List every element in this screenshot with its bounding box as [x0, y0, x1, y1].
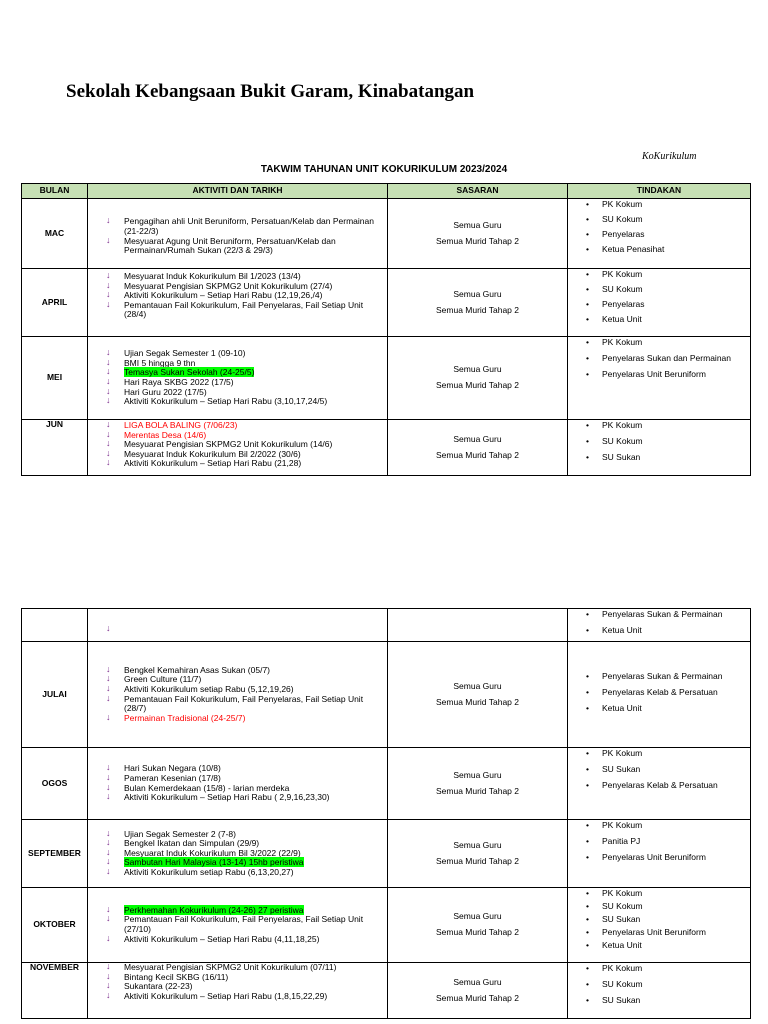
- sasaran-cell: [388, 609, 568, 642]
- tindakan-item: • SU Kokum: [586, 214, 750, 224]
- sasaran-cell: [388, 642, 568, 748]
- tindakan-item: • SU Kokum: [586, 979, 750, 989]
- month-cell: SEPTEMBER: [22, 820, 88, 888]
- sasaran-item: Semua Murid Tahap 2: [435, 927, 519, 937]
- activity-text: Pemantauan Fail Kokurikulum, Fail Penyelaras, Fail Setiap Unit (28/7): [124, 693, 364, 714]
- table-header-row: [22, 184, 751, 199]
- tindakan-item: • SU Kokum: [586, 284, 750, 294]
- sasaran-item: Semua Murid Tahap 2: [435, 235, 519, 246]
- activity-text: Hari Raya SKBG 2022 (17/5): [124, 377, 234, 387]
- month-cell: NOVEMBER: [22, 963, 88, 1019]
- tindakan-item: • Penyelaras Sukan & Permainan: [586, 671, 750, 681]
- tindakan-list: [568, 888, 750, 950]
- tindakan-item: • Panitia PJ: [586, 836, 750, 846]
- activity-text: Aktiviti Kokurikulum setiap Rabu (6,13,20,27): [124, 866, 294, 877]
- activities-cell: [88, 609, 388, 642]
- activity-list: [88, 666, 387, 724]
- month-cell: [22, 609, 88, 642]
- sasaran-item: Semua Murid Tahap 2: [435, 855, 519, 866]
- sasaran-item: Semua Guru: [453, 219, 502, 230]
- calendar-table-page-1: [21, 183, 751, 476]
- table-row: [22, 888, 751, 963]
- document-title: TAKWIM TAHUNAN UNIT KOKURIKULUM 2023/2024: [260, 164, 508, 175]
- activity-text: Permainan Tradisional (24-25/7): [124, 712, 246, 723]
- tindakan-item: • SU Sukan: [586, 764, 750, 774]
- tindakan-cell: [568, 888, 751, 963]
- activity-text: Pengagihan ahli Unit Beruniform, Persatuan/Kelab dan Permainan (21-22/3): [124, 216, 374, 236]
- tindakan-item: • Ketua Unit: [586, 940, 750, 950]
- table-row: [22, 642, 751, 748]
- sasaran-item: Semua Guru: [453, 364, 502, 375]
- activity-list: [88, 421, 387, 469]
- tindakan-item: • PK Kokum: [586, 420, 750, 430]
- activity-text: Bintang Kecil SKBG (16/11): [124, 971, 229, 982]
- sasaran-cell: [388, 337, 568, 420]
- activity-item: [106, 714, 379, 724]
- activity-item: [106, 915, 379, 934]
- sasaran-item: Semua Guru: [453, 769, 502, 780]
- month-cell: OKTOBER: [22, 888, 88, 963]
- sasaran-cell: [388, 420, 568, 476]
- activity-text: Mesyuarat Pengisian SKPMG2 Unit Kokurikulum (07/11): [124, 962, 337, 972]
- calendar-table-page-2: [21, 608, 751, 1019]
- header-bulan: BULAN: [22, 184, 88, 199]
- tindakan-list: [568, 963, 750, 1005]
- month-cell: JULAI: [22, 642, 88, 748]
- activity-text: LIGA BOLA BALING (7/06/23): [124, 420, 238, 430]
- activity-text: Pameran Kesenian (17/8): [124, 772, 221, 783]
- activity-text: Green Culture (11/7): [124, 674, 202, 685]
- sasaran-item: Semua Guru: [453, 433, 502, 444]
- activities-cell: [88, 888, 388, 963]
- tindakan-cell: [568, 609, 751, 642]
- tindakan-item: • PK Kokum: [586, 748, 750, 758]
- school-name: Sekolah Kebangsaan Bukit Garam, Kinabatangan: [66, 81, 475, 102]
- header-aktiviti: AKTIVITI DAN TARIKH: [88, 184, 388, 199]
- activity-text: Aktiviti Kokurikulum – Setiap Hari Rabu (21,28): [124, 458, 302, 469]
- tindakan-item: • Penyelaras Unit Beruniform: [586, 369, 750, 379]
- tindakan-item: • Penyelaras Kelab & Persatuan: [586, 780, 750, 790]
- activity-text: Aktiviti Kokurikulum setiap Rabu (5,12,19,26): [124, 683, 294, 694]
- header-tindakan: TINDAKAN: [568, 184, 751, 199]
- activity-list: [88, 830, 387, 878]
- activities-cell: [88, 420, 388, 476]
- tindakan-cell: [568, 269, 751, 337]
- activity-text: Aktiviti Kokurikulum – Setiap Hari Rabu (12,19,26,/4): [124, 290, 323, 301]
- document-tag: KoKurikulum: [642, 151, 697, 162]
- tindakan-list: [568, 199, 750, 254]
- table-row: [22, 337, 751, 420]
- activity-item: [106, 793, 379, 803]
- tindakan-item: • Penyelaras Unit Beruniform: [586, 852, 750, 862]
- activity-text: Mesyuarat Induk Kokurikulum Bil 3/2022 (22/9): [124, 847, 301, 858]
- tindakan-item: • Penyelaras: [586, 229, 750, 239]
- tindakan-list: [568, 337, 750, 379]
- tindakan-item: • PK Kokum: [586, 199, 750, 209]
- activity-text: Aktiviti Kokurikulum – Setiap Hari Rabu (4,11,18,25): [124, 933, 320, 944]
- sasaran-item: Semua Murid Tahap 2: [435, 304, 519, 315]
- activities-cell: [88, 642, 388, 748]
- tindakan-item: • PK Kokum: [586, 888, 750, 898]
- activity-text: Hari Sukan Negara (10/8): [124, 763, 221, 774]
- sasaran-item: Semua Murid Tahap 2: [435, 696, 519, 707]
- table-row: [22, 199, 751, 269]
- table-row: [22, 420, 751, 476]
- activity-item: [106, 695, 379, 714]
- activity-text: BMI 5 hingga 9 thn: [124, 357, 196, 368]
- table-row: [22, 748, 751, 820]
- activity-text: Bengkel Ikatan dan Simpulan (29/9): [124, 838, 260, 849]
- activity-text: Mesyuarat Agung Unit Beruniform, Persatuan/Kelab dan Permainan/Rumah Sukan (22/3 & 29/3): [124, 235, 336, 256]
- tindakan-item: • PK Kokum: [586, 820, 750, 830]
- activities-cell: [88, 269, 388, 337]
- activity-text: Mesyuarat Induk Kokurikulum Bil 2/2022 (30/6): [124, 448, 301, 459]
- activity-item: [106, 397, 379, 407]
- activity-text: Aktiviti Kokurikulum – Setiap Hari Rabu (1,8,15,22,29): [124, 990, 328, 1001]
- tindakan-cell: [568, 337, 751, 420]
- tindakan-item: • Ketua Unit: [586, 625, 750, 635]
- sasaran-cell: [388, 888, 568, 963]
- activity-item: [106, 217, 379, 236]
- sasaran-item: Semua Guru: [453, 288, 502, 299]
- tindakan-cell: [568, 820, 751, 888]
- activity-text: Ujian Segak Semester 1 (09-10): [124, 348, 246, 359]
- table-row: [22, 269, 751, 337]
- activity-item: [106, 237, 379, 256]
- tindakan-item: • SU Sukan: [586, 914, 750, 924]
- tindakan-item: • PK Kokum: [586, 963, 750, 973]
- activity-list: [88, 963, 387, 1001]
- tindakan-list: [568, 609, 750, 635]
- sasaran-item: Semua Guru: [453, 680, 502, 691]
- activity-text: Pemantauan Fail Kokurikulum, Fail Penyelaras, Fail Setiap Unit (28/4): [124, 299, 364, 320]
- tindakan-item: • Ketua Unit: [586, 314, 750, 324]
- table-row: [22, 963, 751, 1019]
- activity-text: Mesyuarat Induk Kokurikulum Bil 1/2023 (13/4): [124, 271, 301, 281]
- activities-cell: [88, 963, 388, 1019]
- tindakan-item: • SU Sukan: [586, 995, 750, 1005]
- activity-text: Mesyuarat Pengisian SKPMG2 Unit Kokurikulum (27/4): [124, 280, 333, 291]
- sasaran-item: Semua Murid Tahap 2: [435, 992, 519, 1003]
- sasaran-item: Semua Murid Tahap 2: [435, 449, 519, 460]
- sasaran-item: Semua Murid Tahap 2: [435, 380, 519, 390]
- month-cell: MEI: [22, 337, 88, 420]
- activities-cell: [88, 820, 388, 888]
- month-cell: APRIL: [22, 269, 88, 337]
- activity-text: Merentas Desa (14/6): [124, 429, 207, 440]
- tindakan-cell: [568, 642, 751, 748]
- tindakan-cell: [568, 748, 751, 820]
- activity-item: [106, 868, 379, 878]
- activity-text: Ujian Segak Semester 2 (7-8): [124, 828, 236, 839]
- activity-list: [88, 272, 387, 320]
- tindakan-item: • SU Kokum: [586, 901, 750, 911]
- activity-item: [106, 992, 379, 1002]
- sasaran-cell: [388, 963, 568, 1019]
- tindakan-cell: [568, 420, 751, 476]
- sasaran-item: Semua Guru: [453, 976, 502, 987]
- tindakan-item: • SU Kokum: [586, 436, 750, 446]
- tindakan-item: • Ketua Unit: [586, 703, 750, 713]
- tindakan-item: • Penyelaras: [586, 299, 750, 309]
- activity-item: [106, 459, 379, 469]
- tindakan-item: • Penyelaras Unit Beruniform: [586, 927, 750, 937]
- activity-list: [88, 906, 387, 944]
- activity-text: Aktiviti Kokurikulum – Setiap Hari Rabu ( 2,9,16,23,30): [124, 792, 330, 803]
- sasaran-cell: [388, 748, 568, 820]
- tindakan-item: • SU Sukan: [586, 452, 750, 462]
- activity-item: [106, 935, 379, 945]
- activity-text: Sukantara (22-23): [124, 981, 193, 992]
- tindakan-item: • PK Kokum: [586, 337, 750, 347]
- tindakan-item: • Penyelaras Sukan & Permainan: [586, 609, 750, 619]
- sasaran-cell: [388, 820, 568, 888]
- activity-text: Sambutan Hari Malaysia (13-14) 15hb peristiwa: [124, 857, 304, 868]
- activity-list: [88, 349, 387, 407]
- table-row: [22, 609, 751, 642]
- month-cell: JUN: [22, 420, 88, 476]
- sasaran-item: Semua Guru: [453, 911, 502, 922]
- tindakan-item: • Penyelaras Sukan dan Permainan: [586, 353, 750, 363]
- table-row: [22, 820, 751, 888]
- tindakan-list: [568, 269, 750, 324]
- sasaran-item: Semua Guru: [453, 839, 502, 850]
- month-cell: OGOS: [22, 748, 88, 820]
- activity-text: Temasya Sukan Sekolah (24-25/5): [124, 367, 255, 378]
- activity-text: Mesyuarat Pengisian SKPMG2 Unit Kokurikulum (14/6): [124, 439, 333, 450]
- sasaran-cell: [388, 199, 568, 269]
- tindakan-list: [568, 671, 750, 713]
- tindakan-item: • Penyelaras Kelab & Persatuan: [586, 687, 750, 697]
- activity-text: Bulan Kemerdekaan (15/8) - larian merdeka: [124, 782, 290, 793]
- sasaran-cell: [388, 269, 568, 337]
- tindakan-item: • PK Kokum: [586, 269, 750, 279]
- tindakan-list: [568, 748, 750, 790]
- header-sasaran: SASARAN: [388, 184, 568, 199]
- tindakan-item: • Ketua Penasihat: [586, 244, 750, 254]
- activity-list: [88, 217, 387, 255]
- sasaran-item: Semua Murid Tahap 2: [435, 785, 519, 796]
- activity-list: [88, 764, 387, 802]
- tindakan-cell: [568, 199, 751, 269]
- tindakan-list: [568, 420, 750, 462]
- tindakan-list: [568, 820, 750, 862]
- activity-text: Perkhemahan Kokurikulum (24-26) 27 peristiwa: [124, 904, 304, 915]
- activity-text: Bengkel Kemahiran Asas Sukan (05/7): [124, 664, 271, 675]
- activity-text: Hari Guru 2022 (17/5): [124, 386, 207, 397]
- activity-text: Pemantauan Fail Kokurikulum, Fail Penyelaras, Fail Setiap Unit (27/10): [124, 914, 364, 934]
- activities-cell: [88, 337, 388, 420]
- activity-item: [106, 301, 379, 320]
- activities-cell: [88, 748, 388, 820]
- activities-cell: [88, 199, 388, 269]
- activity-text: Aktiviti Kokurikulum – Setiap Hari Rabu (3,10,17,24/5): [124, 396, 328, 407]
- month-cell: MAC: [22, 199, 88, 269]
- tindakan-cell: [568, 963, 751, 1019]
